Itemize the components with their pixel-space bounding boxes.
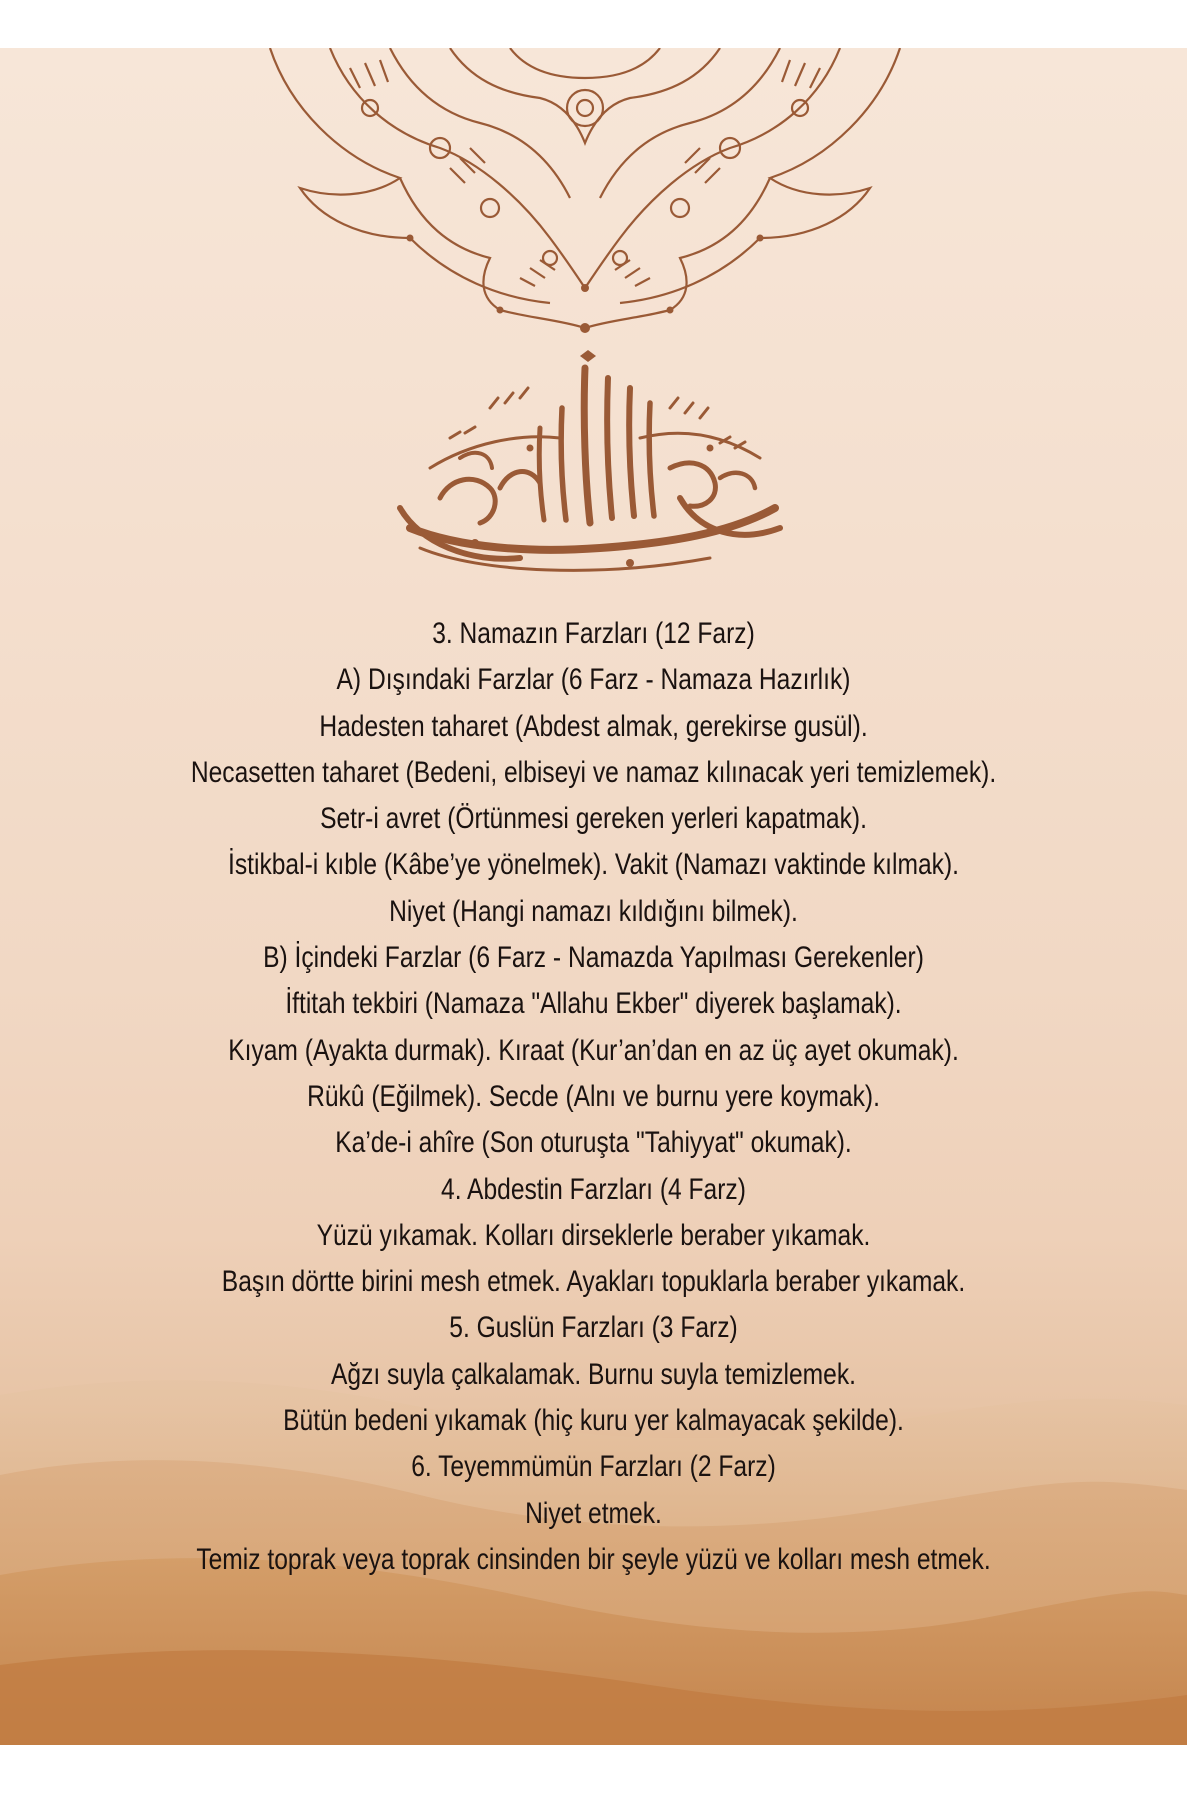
list-item: Niyet (Hangi namazı kıldığını bilmek). <box>389 894 798 928</box>
list-item: İstikbal-i kıble (Kâbe’ye yönelmek). Vakit (Namazı vaktinde kılmak). <box>228 848 959 882</box>
subheading-icindeki-farzlar: B) İçindeki Farzlar (6 Farz - Namazda Yapılması Gerekenler) <box>263 941 924 975</box>
list-item: Bütün bedeni yıkamak (hiç kuru yer kalmayacak şekilde). <box>283 1404 904 1438</box>
list-item: Ka’de-i ahîre (Son oturuşta "Tahiyyat" okumak). <box>335 1126 852 1160</box>
list-item: Setr-i avret (Örtünmesi gereken yerleri kapatmak). <box>320 802 867 836</box>
bismillah-calligraphy <box>380 348 800 588</box>
list-item: Niyet etmek. <box>525 1496 662 1530</box>
list-item: Necasetten taharet (Bedeni, elbiseyi ve namaz kılınacak yeri temizlemek). <box>190 755 997 789</box>
list-item: İftitah tekbiri (Namaza "Allahu Ekber" diyerek başlamak). <box>285 987 902 1021</box>
mandala-ornament <box>250 48 920 338</box>
list-item: Yüzü yıkamak. Kolları dirseklerle beraber yıkamak. <box>316 1218 871 1252</box>
farz-list <box>107 611 1080 1583</box>
heading-teyemmum-farzlari: 6. Teyemmümün Farzları (2 Farz) <box>411 1450 776 1484</box>
subheading-disindaki-farzlar: A) Dışındaki Farzlar (6 Farz - Namaza Hazırlık) <box>336 663 851 697</box>
list-item: Kıyam (Ayakta durmak). Kıraat (Kur’an’dan en az üç ayet okumak). <box>228 1033 959 1067</box>
list-item: Başın dörtte birini mesh etmek. Ayakları topuklarla beraber yıkamak. <box>221 1265 966 1299</box>
poster <box>0 48 1187 1745</box>
list-item: Temiz toprak veya toprak cinsinden bir şeyle yüzü ve kolları mesh etmek. <box>196 1542 991 1576</box>
list-item: Hadesten taharet (Abdest almak, gerekirse gusül). <box>319 709 868 743</box>
heading-abdest-farzlari: 4. Abdestin Farzları (4 Farz) <box>441 1172 746 1206</box>
heading-gusul-farzlari: 5. Guslün Farzları (3 Farz) <box>449 1311 738 1345</box>
heading-namaz-farzlari: 3. Namazın Farzları (12 Farz) <box>432 617 755 650</box>
list-item: Ağzı suyla çalkalamak. Burnu suyla temizlemek. <box>330 1357 857 1391</box>
list-item: Rükû (Eğilmek). Secde (Alnı ve burnu yere koymak). <box>307 1079 880 1113</box>
